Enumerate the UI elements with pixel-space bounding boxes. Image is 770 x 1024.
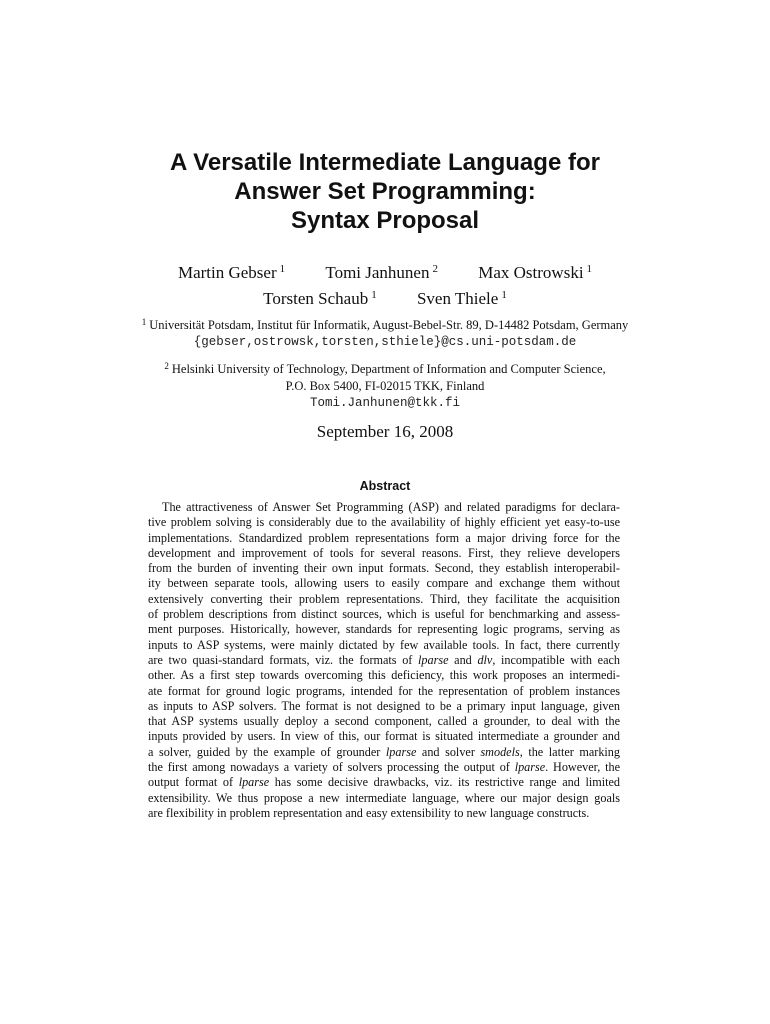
- abstract-line: implementations. Standardized problem representations form a major driving force for the: [148, 530, 620, 545]
- author: [478, 258, 592, 284]
- abstract-line: are two quasi-standard formats, viz. the formats of lparse and dlv, incompatible with each: [148, 652, 620, 667]
- affiliation-1: [60, 314, 710, 351]
- author-name: Max Ostrowski: [478, 263, 584, 282]
- author-row: [100, 284, 670, 310]
- affiliation-mark: 1: [371, 289, 377, 301]
- author: [417, 284, 507, 310]
- abstract-line: tive problem solving is considerably due to the availability of highly efficient yet easy-to-use: [148, 515, 620, 530]
- affiliation-2: [60, 358, 710, 412]
- title-line: Syntax Proposal: [290, 207, 480, 234]
- abstract-line: ate format for ground logic programs, intended for the representation of problem instances: [148, 683, 620, 698]
- italic-term: lparse: [514, 760, 546, 775]
- abstract-line: extensively converting their problem representations. Third, they facilitate the acquisition: [148, 591, 620, 606]
- title-line: A Versatile Intermediate Language for: [170, 149, 600, 176]
- abstract-line: ment purposes. Historically, however, standards for representing logic programs, serving as: [148, 622, 620, 637]
- affiliation-email: Tomi.Janhunen@tkk.fi: [309, 396, 461, 410]
- italic-term: smodels: [480, 744, 520, 759]
- affiliation-mark: 1: [501, 289, 507, 301]
- abstract-line: are flexibility in problem representation and easy extensibility to new language constructs.: [148, 805, 590, 820]
- italic-term: lparse: [385, 744, 417, 759]
- affiliation-mark: 2: [164, 361, 169, 371]
- paper-title: [100, 148, 670, 235]
- affiliation-text: Helsinki University of Technology, Department of Information and Computer Science,: [171, 362, 606, 376]
- abstract-line: a solver, guided by the example of grounder lparse and solver smodels, the latter marking: [148, 744, 620, 759]
- affiliation-text: Universität Potsdam, Institut für Informatik, August-Bebel-Str. 89, D-14482 Potsdam, Germany: [149, 318, 629, 332]
- italic-term: dlv: [477, 652, 493, 667]
- abstract-line: inputs to ASP systems, were mainly dictated by few available tools. In fact, there currently: [148, 637, 620, 652]
- author-name: Sven Thiele: [416, 289, 499, 308]
- author-list: [100, 258, 670, 310]
- affiliation-mark: 2: [432, 263, 438, 275]
- abstract-line: ity between separate tools, allowing users to easily compare and exchange them without: [148, 576, 620, 591]
- abstract-heading: Abstract: [359, 479, 411, 493]
- abstract-line: extensibility. We thus propose a new intermediate language, where our major design goals: [148, 790, 620, 805]
- author-row: [100, 258, 670, 284]
- author: [263, 284, 377, 310]
- paper-date: September 16, 2008: [316, 422, 454, 441]
- abstract-line: output format of lparse has some decisive drawbacks, viz. its restrictive range and limited: [148, 775, 620, 790]
- abstract-line: other. As a first step towards overcoming this deficiency, this work proposes an intermedi-: [148, 668, 620, 683]
- affiliation-address: P.O. Box 5400, FI-02015 TKK, Finland: [285, 379, 485, 393]
- affiliation-email: {gebser,ostrowsk,torsten,sthiele}@cs.uni-potsdam.de: [193, 335, 577, 349]
- author-name: Torsten Schaub: [263, 289, 369, 308]
- abstract-line: inputs provided by users. In view of this, our format is situated intermediate a grounder and: [148, 729, 620, 744]
- abstract-line: as inputs to ASP solvers. The format is not designed to be a primary input language, given: [148, 698, 620, 713]
- abstract-body: [148, 500, 620, 821]
- abstract-line: of problem descriptions from distinct sources, which is useful for benchmarking and assess-: [148, 607, 620, 622]
- affiliation-address: [60, 314, 710, 334]
- italic-term: lparse: [418, 652, 449, 667]
- italic-term: lparse: [238, 775, 270, 790]
- affiliation-mark: 1: [279, 263, 286, 275]
- author: [178, 258, 285, 284]
- author-name: Tomi Janhunen: [325, 263, 430, 282]
- abstract-line: the first among nowadays a variety of solvers processing the output of lparse. However, the: [148, 760, 620, 775]
- affiliation-address: [60, 358, 710, 378]
- abstract-line: development and improvement of tools for several reasons. First, they relieve developers: [148, 545, 620, 560]
- affiliation-mark: 1: [141, 317, 147, 327]
- title-line: Answer Set Programming:: [234, 178, 536, 205]
- author-name: Martin Gebser: [177, 263, 277, 282]
- abstract-line: The attractiveness of Answer Set Programming (ASP) and related paradigms for declara-: [162, 500, 620, 514]
- affiliation-mark: 1: [586, 263, 593, 275]
- author: [325, 258, 438, 284]
- abstract-line: that ASP systems usually deploy a second component, called a grounder, to deal with the: [148, 714, 620, 729]
- abstract-line: from the burden of inventing their own input formats. Second, they establish interoperabil-: [148, 561, 620, 576]
